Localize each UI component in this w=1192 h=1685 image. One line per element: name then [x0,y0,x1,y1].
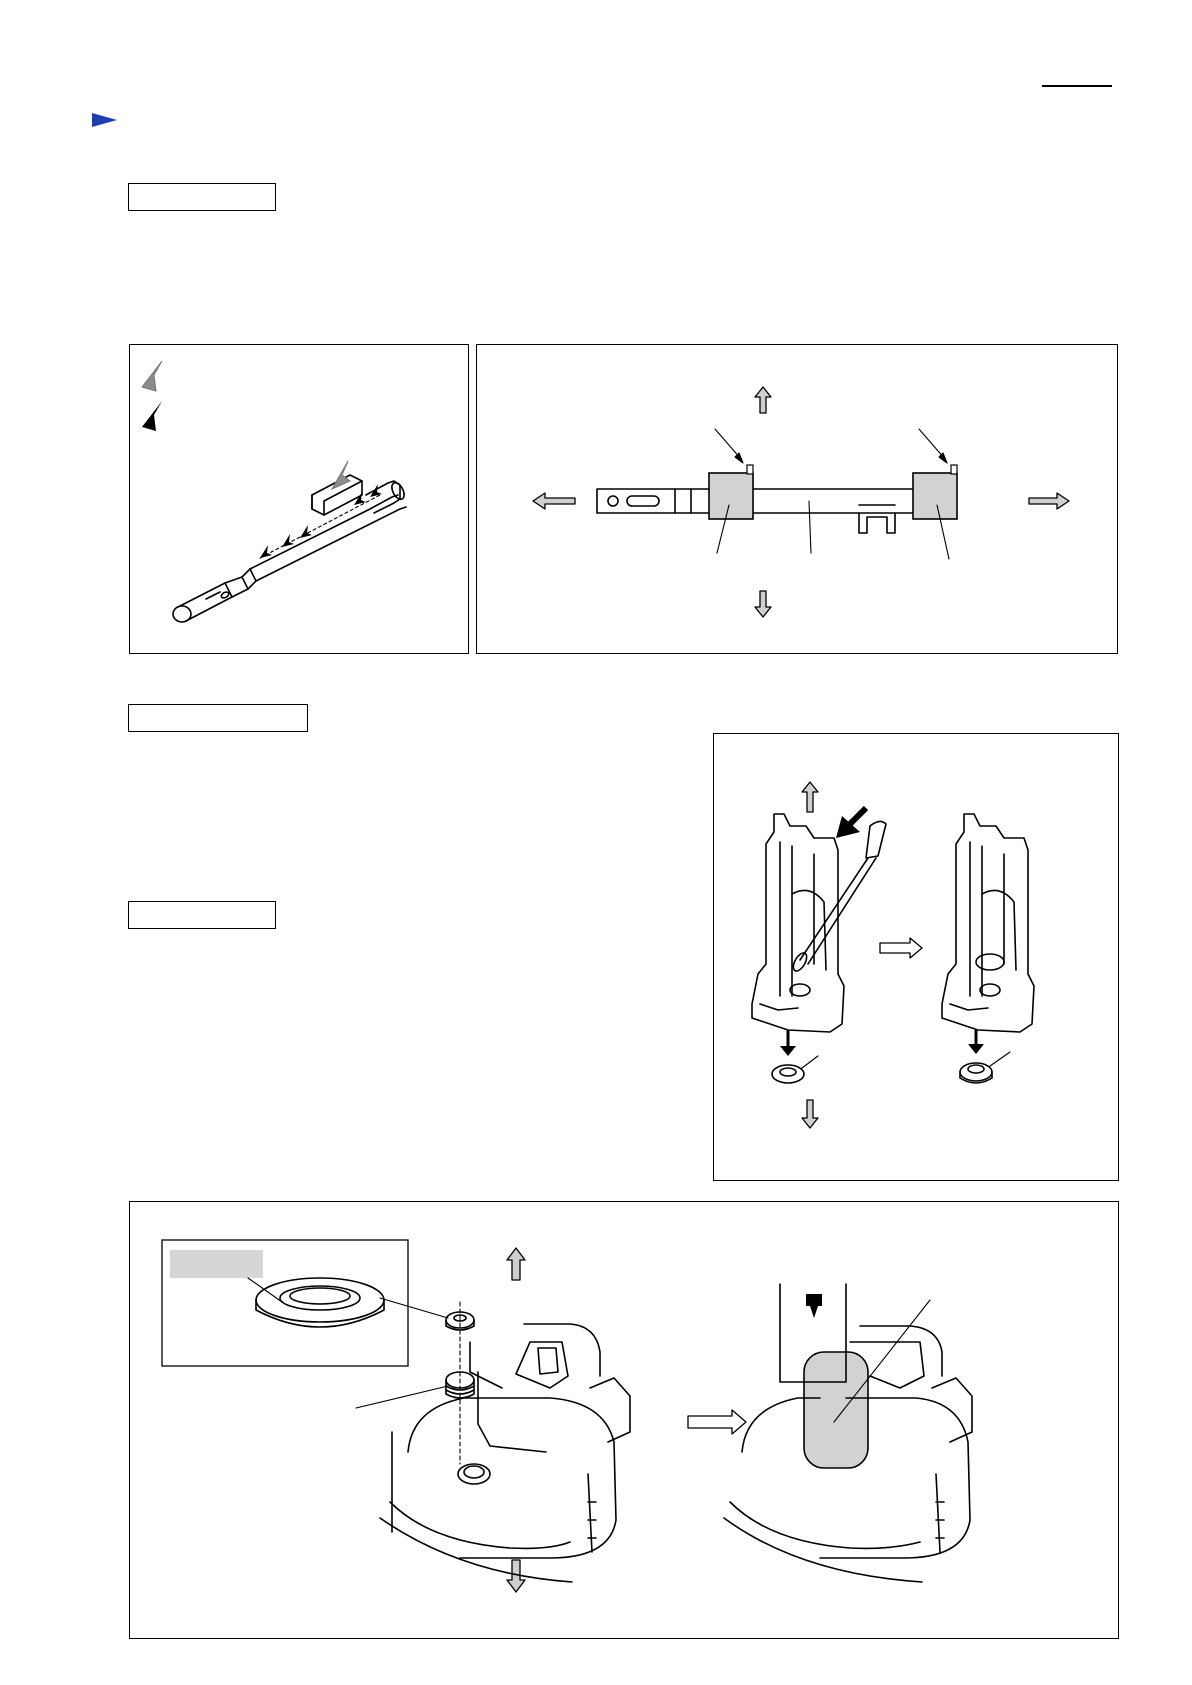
arrow-right-icon [1029,493,1069,509]
seal-removal-panel [713,733,1119,1181]
shaft-marker-panel [129,344,469,654]
inset-label-tab [170,1250,263,1278]
gray-arrowhead-icon [142,361,162,391]
page-number-rule [1042,85,1112,87]
section-label-1 [128,183,276,211]
housing-right [942,814,1034,1032]
arrow-left-icon [533,493,575,509]
section-marker [92,112,118,128]
black-arrow-icon [836,808,866,838]
press-sleeve [804,1352,868,1468]
arrow-down-icon [755,591,771,617]
black-press-arrow-icon [806,1294,822,1318]
arrow-up-icon [755,387,771,413]
black-arrow-down-icon [780,1030,796,1056]
seal-install-figure [130,1202,1118,1638]
seal-left [772,1056,818,1083]
shaft-puller-panel [476,344,1118,654]
gray-arrowhead-icon [332,461,350,489]
section-label-3 [128,901,276,929]
arrow-up-icon [802,782,818,812]
arrow-right-icon [880,938,922,958]
seal-install-panel [129,1201,1119,1639]
black-arrowhead-icon [142,401,162,431]
section-label-2 [128,704,308,732]
seal-right [960,1052,1010,1083]
black-arrow-down-icon [968,1030,984,1054]
shaft-puller-figure [477,345,1117,653]
blue-triangle-icon [92,112,118,128]
arrow-down-icon [802,1100,818,1128]
block-right [913,473,957,519]
arrow-up-icon [507,1248,525,1280]
gear-housing-right [724,1284,972,1582]
housing-left [752,814,844,1032]
shaft-marker-figure [130,345,468,653]
seal-removal-figure [714,734,1118,1180]
arrow-right-icon [688,1410,746,1434]
block-left [709,473,753,519]
